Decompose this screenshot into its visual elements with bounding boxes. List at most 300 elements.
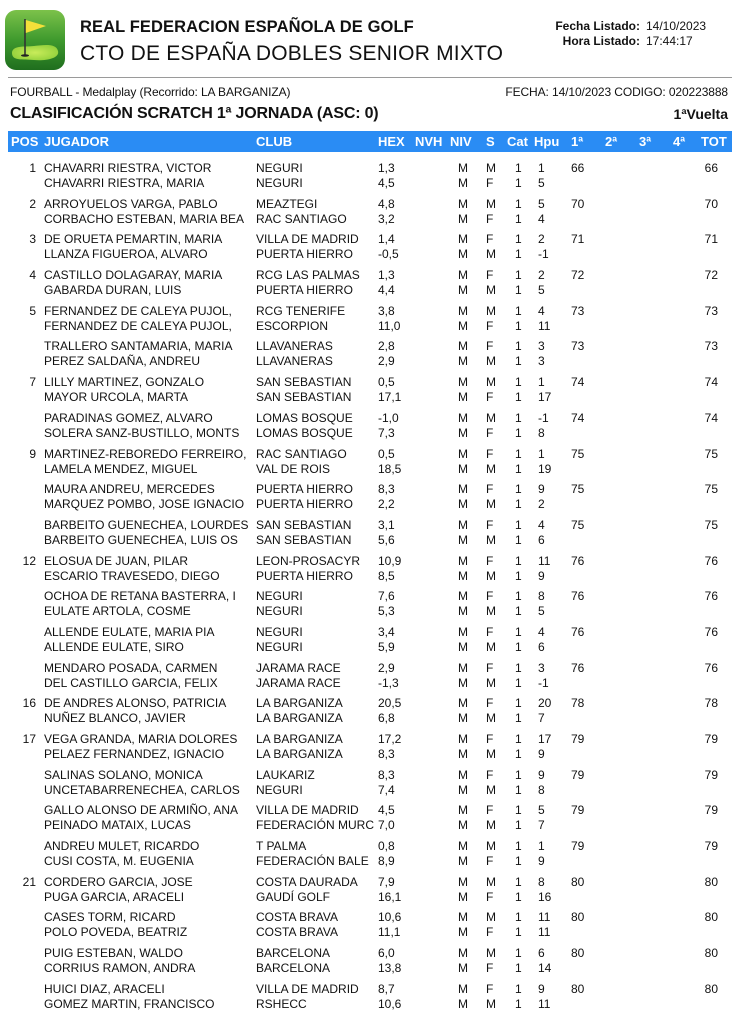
player-sex: M (486, 946, 496, 961)
player-hpu: 8 (538, 874, 545, 889)
player-niv: M (458, 553, 468, 568)
player-category: 1 (515, 767, 522, 782)
col-hex[interactable]: HEX (378, 134, 405, 149)
player-hex: 4,5 (378, 803, 395, 818)
player-club: GAUDÍ GOLF (256, 889, 331, 904)
team-row[interactable] (0, 658, 740, 694)
player-name: SOLERA SANZ-BUSTILLO, MONTS (44, 425, 240, 440)
player-sex: F (486, 660, 494, 675)
player-name: PEINADO MATAIX, LUCAS (44, 818, 191, 833)
player-hex: 7,6 (378, 589, 395, 604)
player-name: HUICI DIAZ, ARACELI (44, 981, 165, 996)
player-name: ELOSUA DE JUAN, PILAR (44, 553, 189, 568)
col-r3[interactable]: 3ª (639, 134, 652, 149)
position: 17 (22, 732, 36, 746)
player-niv: M (458, 711, 468, 726)
player-niv: M (458, 889, 468, 904)
player-hpu: 9 (538, 747, 545, 761)
player-niv: M (458, 161, 468, 175)
player-name: UNCETABARRENECHEA, CARLOS (44, 782, 240, 797)
player-hpu: 1 (538, 839, 545, 854)
player-hpu: 2 (538, 497, 545, 512)
player-category: 1 (515, 410, 522, 425)
team-row[interactable] (0, 693, 740, 729)
player-name: MENDARO POSADA, CARMEN (44, 660, 218, 675)
player-hex: 11,1 (378, 925, 401, 940)
total-score: 75 (704, 446, 718, 461)
player-niv: M (458, 375, 468, 390)
total-score: 79 (704, 767, 718, 782)
team-row[interactable] (0, 372, 740, 408)
col-pos[interactable]: POS (11, 134, 39, 149)
player-sex: M (486, 675, 496, 690)
player-club: LA BARGANIZA (256, 711, 343, 726)
round-1-score: 76 (571, 589, 585, 604)
player-sex: M (486, 161, 496, 175)
team-row[interactable] (0, 336, 740, 372)
round-1-score: 80 (571, 981, 585, 996)
player-category: 1 (515, 497, 522, 512)
round-1-score: 75 (571, 482, 585, 497)
player-club: PUERTA HIERRO (256, 497, 353, 512)
player-hpu: 9 (538, 568, 545, 583)
round-1-score: 76 (571, 660, 585, 675)
player-sex: M (486, 247, 496, 262)
player-niv: M (458, 874, 468, 889)
player-hex: 18,5 (378, 461, 402, 476)
player-niv: M (458, 482, 468, 497)
player-hpu: 1 (538, 161, 545, 175)
col-nvh[interactable]: NVH (415, 134, 443, 149)
player-category: 1 (515, 660, 522, 675)
player-niv: M (458, 818, 468, 833)
position: 1 (29, 161, 36, 175)
player-name: MARTINEZ-REBOREDO FERREIRO, (44, 446, 247, 461)
player-hpu: 4 (538, 624, 545, 639)
col-club[interactable]: CLUB (256, 134, 293, 149)
player-hex: 10,6 (378, 910, 402, 925)
player-niv: M (458, 624, 468, 639)
player-name: NUÑEZ BLANCO, JAVIER (44, 711, 186, 726)
player-sex: F (486, 211, 494, 226)
team-row[interactable] (0, 408, 740, 444)
player-hpu: -1 (538, 410, 549, 425)
round-1-score: 79 (571, 803, 585, 818)
team-row[interactable] (0, 836, 740, 872)
player-niv: M (458, 446, 468, 461)
player-name: CORRIUS RAMON, ANDRA (44, 961, 196, 976)
total-score: 70 (704, 196, 718, 211)
player-niv: M (458, 268, 468, 283)
col-r1[interactable]: 1ª (571, 134, 584, 149)
team-row[interactable] (0, 979, 740, 1015)
player-category: 1 (515, 283, 522, 298)
total-score: 74 (704, 410, 718, 425)
player-hpu: 4 (538, 303, 545, 318)
player-hpu: 17 (538, 732, 552, 746)
format-course: FOURBALL - Medalplay (Recorrido: LA BARGANIZA) (10, 85, 291, 99)
player-sex: M (486, 375, 496, 390)
col-hpu[interactable]: Hpu (534, 134, 560, 149)
player-niv: M (458, 961, 468, 976)
player-category: 1 (515, 247, 522, 262)
player-hex: 0,8 (378, 839, 395, 854)
player-club: NEGURI (256, 782, 303, 797)
team-row[interactable] (0, 622, 740, 658)
team-row[interactable] (0, 800, 740, 836)
player-niv: M (458, 854, 468, 869)
player-club: LA BARGANIZA (256, 747, 343, 761)
player-category: 1 (515, 268, 522, 283)
round-1-score: 74 (571, 410, 585, 425)
team-row[interactable] (0, 444, 740, 480)
player-club: NEGURI (256, 589, 303, 604)
player-category: 1 (515, 604, 522, 619)
player-name: CORBACHO ESTEBAN, MARIA BEA (44, 211, 245, 226)
player-sex: M (486, 604, 496, 619)
player-club: NEGURI (256, 161, 303, 175)
player-niv: M (458, 747, 468, 761)
player-hex: -0,5 (378, 247, 399, 262)
player-club: LA BARGANIZA (256, 696, 343, 711)
team-row[interactable] (0, 194, 740, 230)
total-score: 76 (704, 624, 718, 639)
player-sex: M (486, 283, 496, 298)
col-r4[interactable]: 4ª (673, 134, 686, 149)
total-score: 76 (704, 553, 718, 568)
player-sex: M (486, 532, 496, 547)
team-row[interactable] (0, 479, 740, 515)
player-name: ESCARIO TRAVESEDO, DIEGO (44, 568, 220, 583)
player-sex: F (486, 517, 494, 532)
player-club: LLAVANERAS (256, 354, 333, 369)
player-name: CORDERO GARCIA, JOSE (44, 874, 193, 889)
position: 12 (22, 553, 36, 568)
position: 5 (29, 303, 36, 318)
player-name: PUGA GARCIA, ARACELI (44, 889, 185, 904)
player-sex: M (486, 711, 496, 726)
round-1-score: 66 (571, 161, 585, 175)
player-niv: M (458, 283, 468, 298)
player-hpu: 7 (538, 818, 545, 833)
player-category: 1 (515, 318, 522, 333)
player-category: 1 (515, 839, 522, 854)
player-hpu: 11 (538, 925, 551, 940)
player-name: MARQUEZ POMBO, JOSE IGNACIO (44, 497, 245, 512)
team-row[interactable] (0, 301, 740, 337)
team-row[interactable] (0, 515, 740, 551)
player-hpu: 19 (538, 461, 552, 476)
player-name: LAMELA MENDEZ, MIGUEL (44, 461, 198, 476)
player-hex: 7,0 (378, 818, 395, 833)
player-sex: M (486, 461, 496, 476)
player-niv: M (458, 196, 468, 211)
player-hex: 2,9 (378, 660, 395, 675)
player-niv: M (458, 425, 468, 440)
fecha-codigo: FECHA: 14/10/2023 CODIGO: 020223888 (505, 85, 728, 99)
player-name: PUIG ESTEBAN, WALDO (44, 946, 183, 961)
total-score: 76 (704, 589, 718, 604)
player-club: VILLA DE MADRID (256, 803, 359, 818)
hora-listado-label: Hora Listado: (562, 34, 640, 48)
total-score: 71 (704, 232, 718, 247)
player-club: NEGURI (256, 639, 303, 654)
table-header (8, 131, 732, 152)
round-1-score: 75 (571, 446, 585, 461)
player-hpu: 6 (538, 946, 545, 961)
player-category: 1 (515, 482, 522, 497)
player-club: SAN SEBASTIAN (256, 375, 352, 390)
player-niv: M (458, 910, 468, 925)
player-sex: M (486, 910, 496, 925)
team-row[interactable] (0, 729, 740, 765)
player-hex: 0,5 (378, 446, 395, 461)
player-hpu: 9 (538, 767, 545, 782)
player-category: 1 (515, 446, 522, 461)
player-niv: M (458, 517, 468, 532)
round-1-score: 72 (571, 268, 585, 283)
player-hex: 3,2 (378, 211, 395, 226)
player-niv: M (458, 696, 468, 711)
player-hpu: 5 (538, 196, 545, 211)
player-hex: 7,3 (378, 425, 395, 440)
player-sex: F (486, 268, 494, 283)
player-hpu: 5 (538, 604, 545, 619)
player-name: CASTILLO DOLAGARAY, MARIA (44, 268, 223, 283)
player-sex: F (486, 981, 494, 996)
player-hex: 5,6 (378, 532, 395, 547)
player-hex: 6,8 (378, 711, 395, 726)
player-sex: F (486, 425, 494, 440)
player-name: ARROYUELOS VARGA, PABLO (44, 196, 218, 211)
player-sex: F (486, 803, 494, 818)
player-niv: M (458, 461, 468, 476)
player-name: CUSI COSTA, M. EUGENIA (44, 854, 194, 869)
team-row[interactable] (0, 265, 740, 301)
player-name: BARBEITO GUENECHEA, LUIS OS (44, 532, 238, 547)
round-1-score: 74 (571, 375, 585, 390)
player-category: 1 (515, 747, 522, 761)
total-score: 80 (704, 910, 718, 925)
fecha-listado-value: 14/10/2023 (646, 19, 707, 33)
total-score: 80 (704, 981, 718, 996)
col-s[interactable]: S (486, 134, 495, 149)
player-category: 1 (515, 675, 522, 690)
player-category: 1 (515, 532, 522, 547)
player-hpu: 11 (538, 318, 551, 333)
player-hex: 10,9 (378, 553, 402, 568)
player-niv: M (458, 339, 468, 354)
total-score: 66 (704, 161, 718, 175)
player-category: 1 (515, 425, 522, 440)
round-1-score: 80 (571, 946, 585, 961)
total-score: 79 (704, 732, 718, 746)
player-sex: F (486, 732, 494, 746)
championship-title: CTO DE ESPAÑA DOBLES SENIOR MIXTO (80, 42, 504, 65)
team-row[interactable] (0, 229, 740, 265)
col-cat[interactable]: Cat (507, 134, 528, 149)
player-category: 1 (515, 589, 522, 604)
player-club: FEDERACIÓN MURC (256, 818, 375, 833)
player-name: CHAVARRI RIESTRA, VICTOR (44, 161, 212, 175)
round-1-score: 70 (571, 196, 585, 211)
total-score: 78 (704, 696, 718, 711)
player-name: MAYOR URCOLA, MARTA (44, 390, 189, 405)
player-sex: M (486, 410, 496, 425)
player-hpu: 3 (538, 354, 545, 369)
player-name: FERNANDEZ DE CALEYA PUJOL, (44, 318, 232, 333)
player-sex: F (486, 339, 494, 354)
player-name: CHAVARRI RIESTRA, MARIA (44, 176, 205, 190)
player-category: 1 (515, 818, 522, 833)
player-hpu: 14 (538, 961, 552, 976)
player-hpu: 2 (538, 232, 545, 247)
player-club: VILLA DE MADRID (256, 232, 359, 247)
team-row[interactable] (0, 872, 740, 908)
results-table-body (0, 158, 740, 1015)
player-club: PUERTA HIERRO (256, 247, 353, 262)
player-name: LLANZA FIGUEROA, ALVARO (44, 247, 208, 262)
player-club: PUERTA HIERRO (256, 283, 353, 298)
player-name: FERNANDEZ DE CALEYA PUJOL, (44, 303, 232, 318)
player-hex: 1,3 (378, 268, 395, 283)
player-niv: M (458, 996, 468, 1011)
player-club: COSTA DAURADA (256, 874, 358, 889)
player-hex: 8,5 (378, 568, 395, 583)
player-hpu: -1 (538, 675, 549, 690)
player-niv: M (458, 925, 468, 940)
player-sex: M (486, 639, 496, 654)
player-category: 1 (515, 339, 522, 354)
player-hex: 2,8 (378, 339, 395, 354)
col-jugador[interactable]: JUGADOR (44, 134, 110, 149)
player-hpu: 8 (538, 425, 545, 440)
player-niv: M (458, 390, 468, 405)
player-club: COSTA BRAVA (256, 910, 339, 925)
player-hex: 6,0 (378, 946, 395, 961)
player-club: LA BARGANIZA (256, 732, 343, 746)
col-niv[interactable]: NIV (450, 134, 472, 149)
player-niv: M (458, 410, 468, 425)
player-hex: 4,8 (378, 196, 395, 211)
total-score: 75 (704, 482, 718, 497)
player-sex: F (486, 390, 494, 405)
player-category: 1 (515, 232, 522, 247)
player-hex: 17,2 (378, 732, 402, 746)
player-category: 1 (515, 803, 522, 818)
classification-title: CLASIFICACIÓN SCRATCH 1ª JORNADA (ASC: 0) (10, 105, 379, 122)
fecha-listado-label: Fecha Listado: (555, 19, 640, 33)
player-club: VILLA DE MADRID (256, 981, 359, 996)
round-1-score: 80 (571, 874, 585, 889)
player-niv: M (458, 318, 468, 333)
col-tot[interactable]: TOT (701, 134, 727, 149)
player-category: 1 (515, 925, 522, 940)
header-divider (8, 77, 732, 78)
player-category: 1 (515, 553, 522, 568)
player-category: 1 (515, 996, 522, 1011)
col-r2[interactable]: 2ª (605, 134, 618, 149)
player-hpu: 9 (538, 482, 545, 497)
player-name: PELAEZ FERNANDEZ, IGNACIO (44, 747, 225, 761)
player-niv: M (458, 604, 468, 619)
player-niv: M (458, 568, 468, 583)
team-row[interactable] (0, 551, 740, 587)
player-niv: M (458, 803, 468, 818)
golf-flag-logo-icon (4, 9, 66, 71)
player-category: 1 (515, 946, 522, 961)
player-name: VEGA GRANDA, MARIA DOLORES (44, 732, 238, 746)
player-sex: F (486, 318, 494, 333)
player-hpu: 4 (538, 517, 545, 532)
player-category: 1 (515, 568, 522, 583)
player-hpu: 4 (538, 211, 545, 226)
player-niv: M (458, 497, 468, 512)
player-name: PEREZ SALDAÑA, ANDREU (44, 354, 201, 369)
total-score: 73 (704, 339, 718, 354)
player-club: SAN SEBASTIAN (256, 390, 352, 405)
player-club: ESCORPION (256, 318, 329, 333)
player-category: 1 (515, 375, 522, 390)
round-1-score: 73 (571, 339, 585, 354)
player-niv: M (458, 675, 468, 690)
player-hex: 7,4 (378, 782, 395, 797)
player-category: 1 (515, 176, 522, 190)
player-category: 1 (515, 732, 522, 746)
player-niv: M (458, 211, 468, 226)
player-hex: 13,8 (378, 961, 402, 976)
player-club: COSTA BRAVA (256, 925, 339, 940)
player-club: FEDERACIÓN BALE (256, 854, 369, 869)
player-niv: M (458, 732, 468, 746)
player-name: OCHOA DE RETANA BASTERRA, I (44, 589, 236, 604)
player-hpu: 5 (538, 283, 545, 298)
player-hpu: 6 (538, 639, 545, 654)
player-hpu: 17 (538, 390, 552, 405)
team-row[interactable] (0, 158, 740, 194)
total-score: 79 (704, 803, 718, 818)
player-hex: 3,4 (378, 624, 395, 639)
position: 3 (29, 232, 36, 247)
player-sex: M (486, 354, 496, 369)
player-hpu: 5 (538, 176, 545, 190)
player-hpu: 11 (538, 910, 551, 925)
player-club: T PALMA (256, 839, 307, 854)
player-niv: M (458, 767, 468, 782)
player-category: 1 (515, 303, 522, 318)
team-row[interactable] (0, 907, 740, 943)
player-club: SAN SEBASTIAN (256, 517, 352, 532)
player-hex: 3,1 (378, 517, 395, 532)
player-hpu: 9 (538, 854, 545, 869)
team-row[interactable] (0, 586, 740, 622)
player-sex: M (486, 303, 496, 318)
team-row[interactable] (0, 765, 740, 801)
player-hex: -1,3 (378, 675, 399, 690)
player-hex: 3,8 (378, 303, 395, 318)
player-club: RCG LAS PALMAS (256, 268, 360, 283)
player-hpu: 9 (538, 981, 545, 996)
player-hex: 5,3 (378, 604, 395, 619)
team-row[interactable] (0, 943, 740, 979)
player-sex: M (486, 196, 496, 211)
player-club: SAN SEBASTIAN (256, 532, 352, 547)
player-hpu: 8 (538, 589, 545, 604)
player-name: GALLO ALONSO DE ARMIÑO, ANA (44, 803, 239, 818)
total-score: 72 (704, 268, 718, 283)
player-category: 1 (515, 461, 522, 476)
player-sex: F (486, 176, 494, 190)
